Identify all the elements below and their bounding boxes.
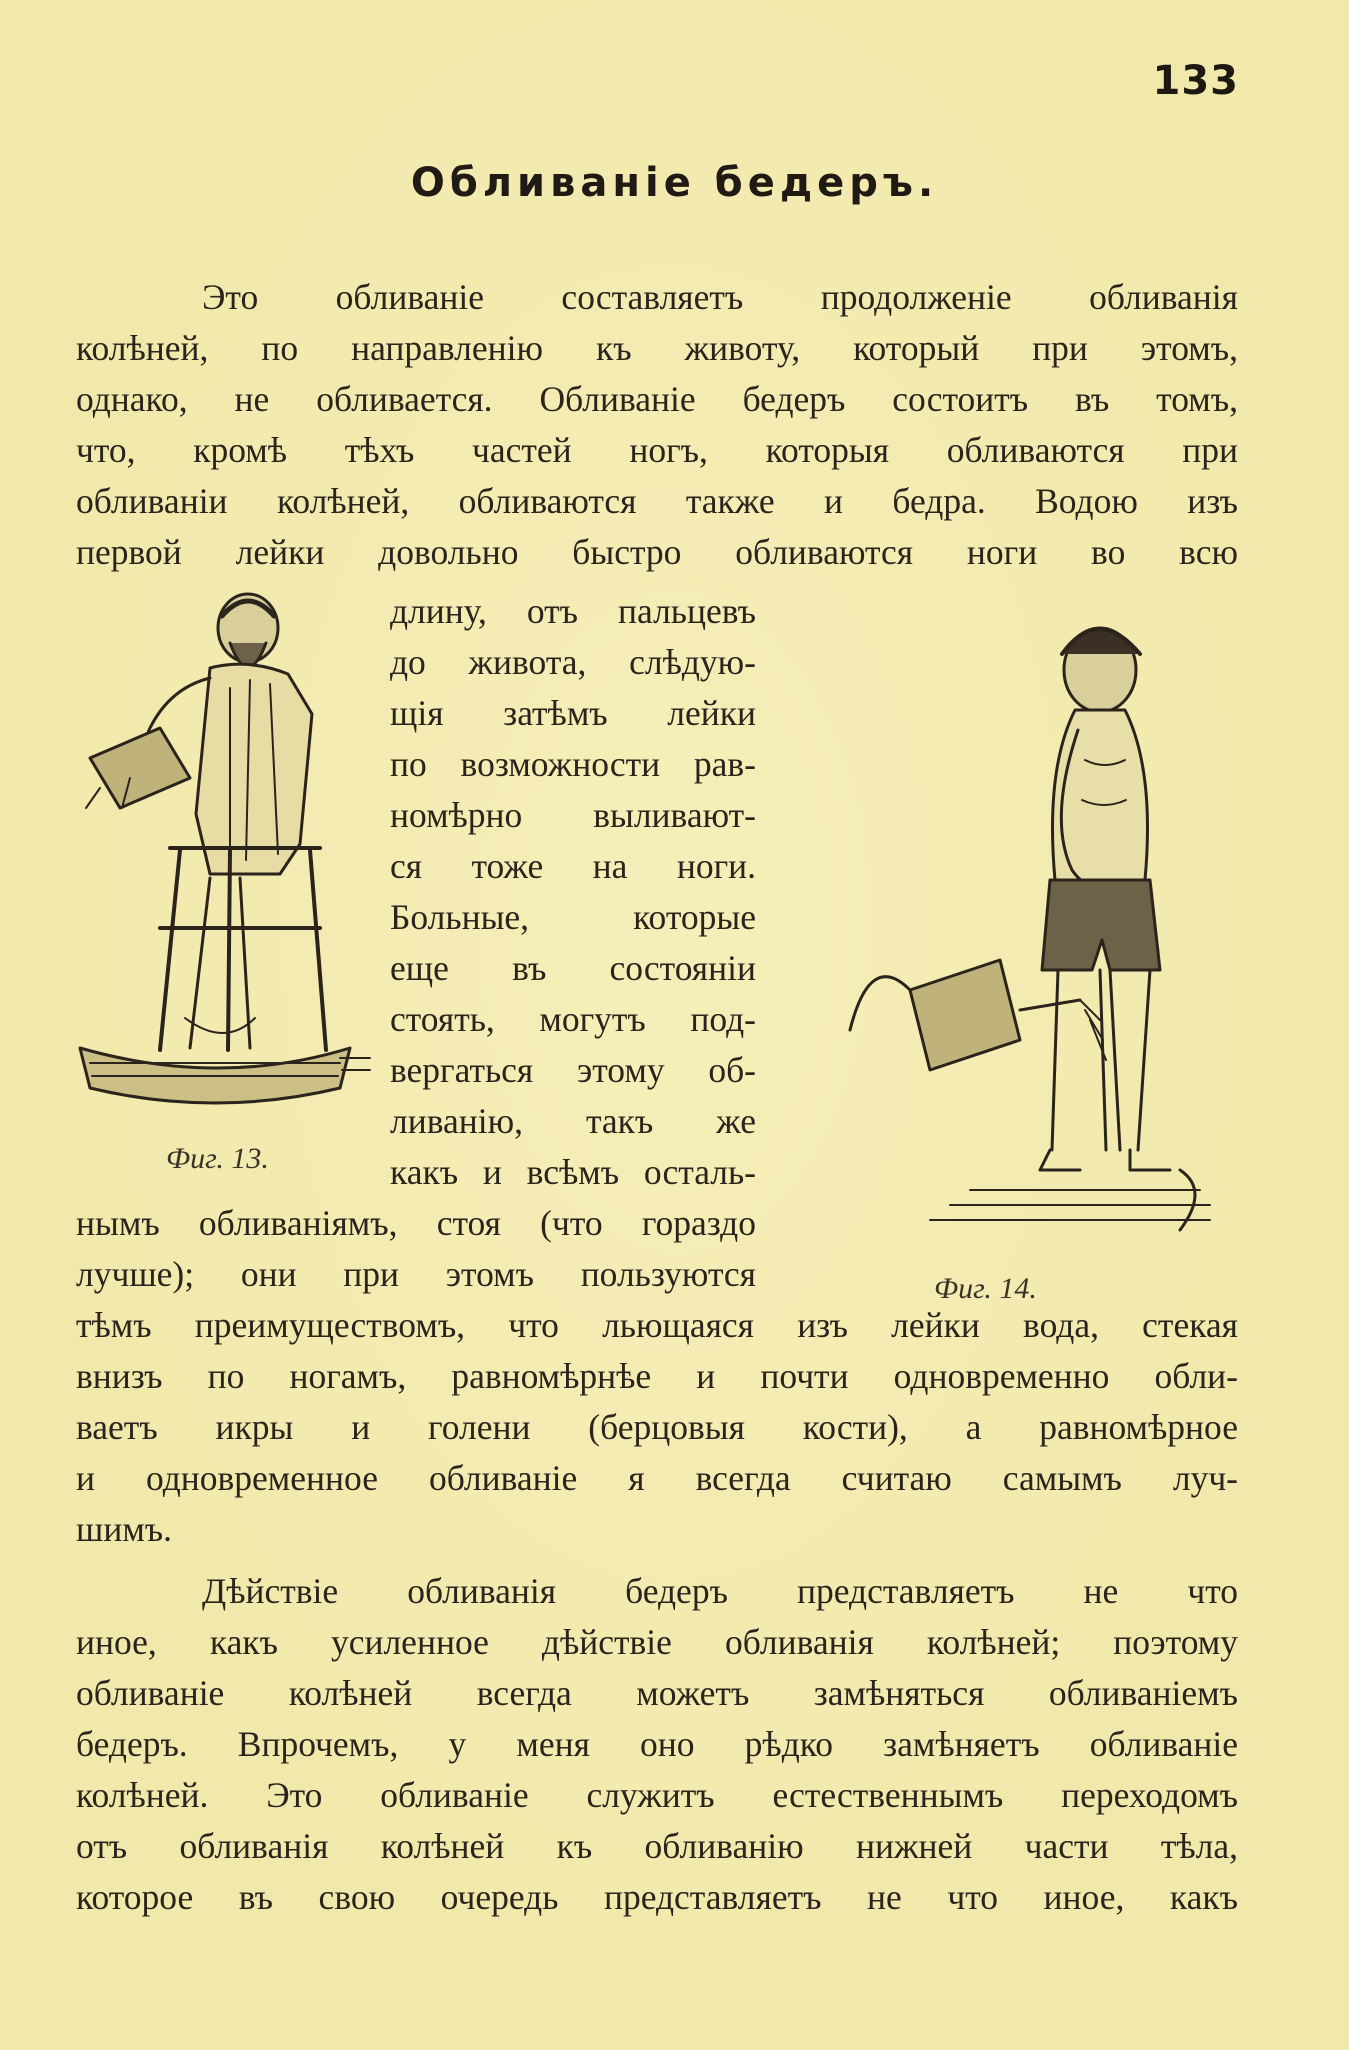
text-line: стоять, могутъ под- [390,999,756,1039]
text-line: ливанію, такъ же [390,1101,756,1141]
page-number: 133 [1152,58,1239,104]
text-line: нымъ обливаніямъ, стоя (что гораздо [76,1203,756,1243]
text-line: Это обливаніе составляетъ продолженіе обливанія [202,277,1238,317]
figure-14 [800,610,1240,1270]
seated-man-illustration [70,588,380,1128]
text-line: еще въ состояніи [390,948,756,988]
text-line: Дѣйствіе обливанія бедеръ представляетъ не что [202,1571,1238,1611]
text-line: что, кромѣ тѣхъ частей ногъ, которыя обливаются при [76,430,1238,470]
section-title: Обливаніе бедеръ. [410,160,939,206]
paragraph-1-bottom [76,1300,1238,1555]
text-line: колѣней, по направленію къ животу, который при этомъ, [76,328,1238,368]
text-line: которое въ свою очередь представляетъ не что иное, какъ [76,1877,1238,1917]
figure-14-caption: Фиг. 14. [934,1272,1037,1305]
text-line: отъ обливанія колѣней къ обливанію нижней части тѣла, [76,1826,1238,1866]
text-line: вергаться этому об- [390,1050,756,1090]
text-line: внизъ по ногамъ, равномѣрнѣе и почти одновременно обли- [76,1356,1238,1396]
text-line: лучше); они при этомъ пользуются [76,1254,756,1294]
text-line: до живота, слѣдую- [390,642,756,682]
paragraph-2 [76,1566,1238,1923]
text-line: бедеръ. Впрочемъ, у меня оно рѣдко замѣняетъ обливаніе [76,1724,1238,1764]
text-line: по возможности рав- [390,744,756,784]
text-line: первой лейки довольно быстро обливаются ноги во всю [76,532,1238,572]
text-line: номѣрно выливают- [390,795,756,835]
text-line: и одновременное обливаніе я всегда считаю самымъ луч- [76,1458,1238,1498]
figure-13-caption: Фиг. 13. [166,1142,269,1175]
text-line: колѣней. Это обливаніе служитъ естественнымъ переходомъ [76,1775,1238,1815]
text-line: обливаніи колѣней, обливаются также и бедра. Водою изъ [76,481,1238,521]
text-line: тѣмъ преимуществомъ, что льющаяся изъ лейки вода, стекая [76,1305,1238,1345]
paragraph-1-column [390,586,756,1198]
standing-man-illustration [800,610,1240,1270]
text-line: ваетъ икры и голени (берцовыя кости), а равномѣрное [76,1407,1238,1447]
figure-13 [70,588,380,1128]
text-line: ся тоже на ноги. [390,846,756,886]
text-line: иное, какъ усиленное дѣйствіе обливанія колѣней; поэтому [76,1622,1238,1662]
text-line: длину, отъ пальцевъ [390,591,756,631]
text-line: шимъ. [76,1509,173,1549]
text-line: однако, не обливается. Обливаніе бедеръ состоитъ въ томъ, [76,379,1238,419]
text-line: какъ и всѣмъ осталь- [390,1152,756,1192]
paragraph-1-wide [76,1198,756,1300]
text-line: обливаніе колѣней всегда можетъ замѣняться обливаніемъ [76,1673,1238,1713]
paragraph-1-top [76,272,1238,578]
text-line: Больные, которые [390,897,756,937]
text-line: щія затѣмъ лейки [390,693,756,733]
